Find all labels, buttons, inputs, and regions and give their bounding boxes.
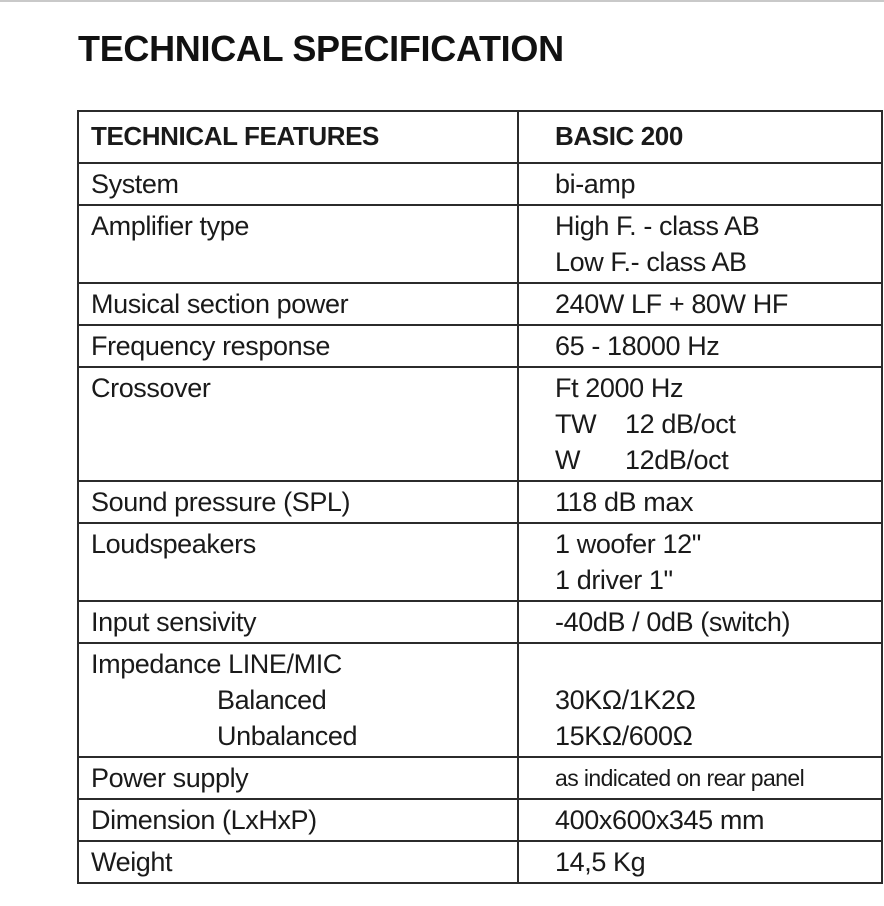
feature-value: bi-amp — [518, 163, 882, 205]
feature-value: 118 dB max — [518, 481, 882, 523]
table-row — [78, 643, 882, 757]
impedance-sub-label: Balanced — [217, 685, 327, 715]
slope-line — [555, 442, 871, 478]
table-row — [78, 601, 882, 643]
feature-value — [518, 523, 882, 601]
feature-value: as indicated on rear panel — [518, 757, 882, 799]
table-row — [78, 799, 882, 841]
impedance-heading: Impedance LINE/MIC — [91, 649, 342, 679]
feature-label — [78, 643, 518, 757]
feature-value: 65 - 18000 Hz — [518, 325, 882, 367]
feature-value — [518, 643, 882, 757]
table-row — [78, 163, 882, 205]
slope-value: 12 dB/oct — [625, 409, 736, 439]
slope-line — [555, 406, 871, 442]
feature-label: System — [78, 163, 518, 205]
feature-label: Dimension (LxHxP) — [78, 799, 518, 841]
value-line: Ft 2000 Hz — [555, 373, 684, 403]
table-header-row — [78, 111, 882, 163]
top-divider — [0, 0, 884, 2]
slope-value: 12dB/oct — [625, 445, 729, 475]
column-header-model: BASIC 200 — [518, 111, 882, 163]
table-row — [78, 523, 882, 601]
page-title: TECHNICAL SPECIFICATION — [78, 28, 564, 69]
table-row — [78, 325, 882, 367]
value-line: 1 woofer 12" — [555, 529, 701, 559]
table-row — [78, 367, 882, 481]
feature-label: Loudspeakers — [78, 523, 518, 601]
feature-label: Input sensivity — [78, 601, 518, 643]
feature-value — [518, 205, 882, 283]
slope-key: TW — [555, 409, 597, 439]
spec-table — [77, 110, 883, 884]
feature-label: Musical section power — [78, 283, 518, 325]
column-header-features: TECHNICAL FEATURES — [78, 111, 518, 163]
table-row — [78, 757, 882, 799]
value-line: Low F.- class AB — [555, 247, 747, 277]
value-line: 1 driver 1" — [555, 565, 673, 595]
impedance-sub-label: Unbalanced — [217, 721, 358, 751]
value-line: 30KΩ/1K2Ω — [555, 685, 696, 715]
feature-value — [518, 367, 882, 481]
feature-value: 240W LF + 80W HF — [518, 283, 882, 325]
feature-label: Power supply — [78, 757, 518, 799]
table-row — [78, 481, 882, 523]
feature-label: Frequency response — [78, 325, 518, 367]
table-row — [78, 205, 882, 283]
table-row — [78, 841, 882, 883]
feature-label: Amplifier type — [78, 205, 518, 283]
feature-value: -40dB / 0dB (switch) — [518, 601, 882, 643]
value-line: 15KΩ/600Ω — [555, 721, 693, 751]
feature-value: 14,5 Kg — [518, 841, 882, 883]
slope-key: W — [555, 445, 581, 475]
table-row — [78, 283, 882, 325]
feature-value: 400x600x345 mm — [518, 799, 882, 841]
value-line: High F. - class AB — [555, 211, 760, 241]
value-spacer — [555, 646, 871, 682]
feature-label: Crossover — [78, 367, 518, 481]
feature-label: Weight — [78, 841, 518, 883]
feature-label: Sound pressure (SPL) — [78, 481, 518, 523]
